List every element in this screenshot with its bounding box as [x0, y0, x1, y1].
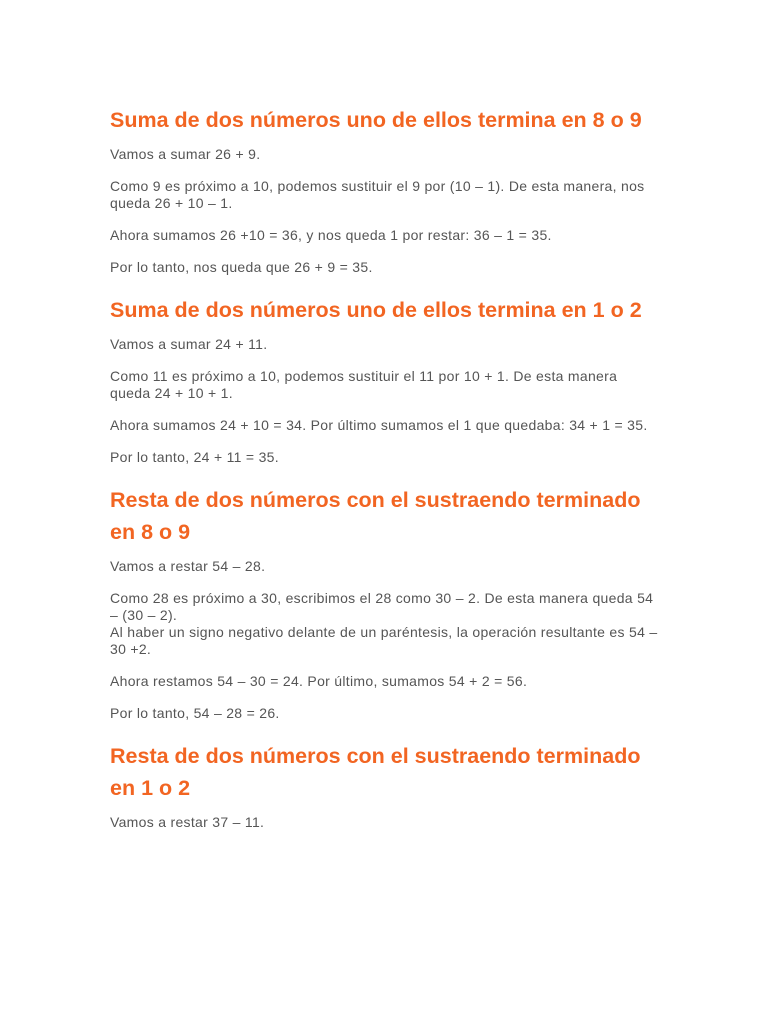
section-subtract-1-2 — [110, 740, 658, 831]
paragraph: Vamos a sumar 24 + 11. — [110, 336, 268, 352]
section-title: Suma de dos números uno de ellos termina en 8 o 9 — [110, 108, 642, 132]
paragraph: Como 28 es próximo a 30, escribimos el 28 como 30 – 2. De esta manera queda 54 – (30 – 2). Al haber un signo negativo delante de un paréntesis, la operación resultante es 54 – 30 +2. — [110, 590, 658, 657]
paragraph: Ahora sumamos 24 + 10 = 34. Por último sumamos el 1 que quedaba: 34 + 1 = 35. — [110, 417, 648, 433]
section-title: Resta de dos números con el sustraendo terminado en 8 o 9 — [110, 488, 641, 544]
section-title: Suma de dos números uno de ellos termina en 1 o 2 — [110, 298, 642, 322]
section-sum-1-2 — [110, 294, 658, 466]
paragraph: Como 11 es próximo a 10, podemos sustituir el 11 por 10 + 1. De esta manera queda 24 + 10 + 1. — [110, 368, 618, 401]
section-title: Resta de dos números con el sustraendo terminado en 1 o 2 — [110, 744, 641, 800]
paragraph: Ahora sumamos 26 +10 = 36, y nos queda 1 por restar: 36 – 1 = 35. — [110, 227, 552, 243]
paragraph: Por lo tanto, 54 – 28 = 26. — [110, 705, 280, 721]
section-subtract-8-9 — [110, 484, 658, 722]
paragraph: Por lo tanto, 24 + 11 = 35. — [110, 449, 279, 465]
paragraph: Vamos a sumar 26 + 9. — [110, 146, 261, 162]
paragraph: Vamos a restar 37 – 11. — [110, 814, 265, 830]
section-sum-8-9 — [110, 104, 658, 276]
paragraph: Ahora restamos 54 – 30 = 24. Por último, sumamos 54 + 2 = 56. — [110, 673, 528, 689]
paragraph: Por lo tanto, nos queda que 26 + 9 = 35. — [110, 259, 373, 275]
document-page — [110, 104, 658, 831]
paragraph: Como 9 es próximo a 10, podemos sustituir el 9 por (10 – 1). De esta manera, nos queda 26 + 10 – 1. — [110, 178, 645, 211]
paragraph: Vamos a restar 54 – 28. — [110, 558, 266, 574]
